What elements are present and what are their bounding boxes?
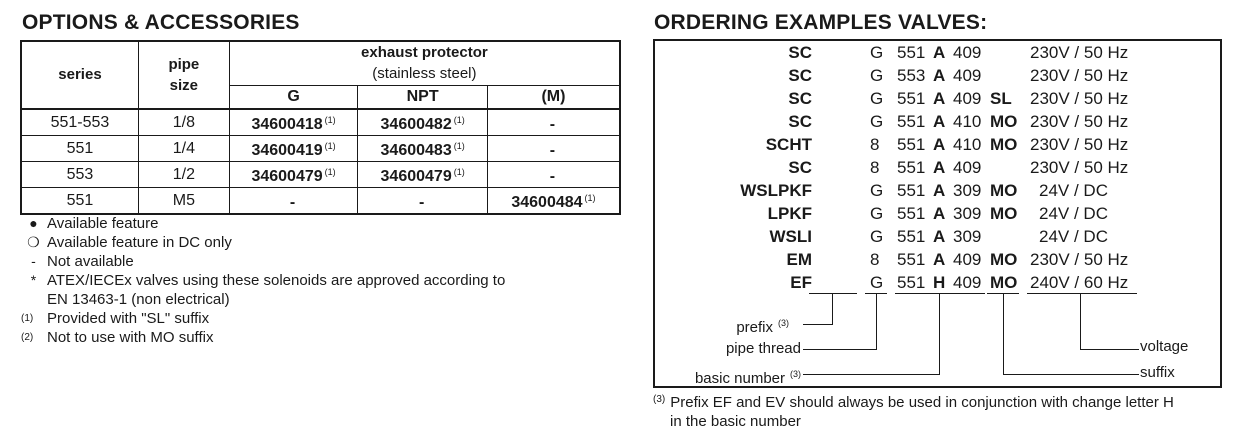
example-basic: 553: [897, 66, 926, 85]
example-prefix: WSLI: [769, 227, 812, 246]
cell-g-value: 34600479: [251, 168, 323, 185]
suffix-leader: [1003, 293, 1004, 374]
label-voltage: voltage: [1140, 338, 1189, 355]
legend-text: Provided with "SL" suffix: [47, 310, 210, 327]
filled-circle-icon: ●: [29, 215, 38, 231]
example-row: [655, 87, 1220, 110]
example-voltage: 24V / DC: [1039, 227, 1108, 246]
footnote-ref: (3): [778, 318, 789, 328]
example-prefix: SC: [788, 66, 812, 85]
example-basic2: 409: [953, 43, 982, 62]
footnote-line: [653, 390, 1174, 412]
cell-m-value: -: [549, 116, 556, 133]
label-prefix: [736, 314, 789, 337]
example-basic2: 410: [953, 112, 982, 131]
prefix-leader-h: [803, 324, 833, 325]
footnote-ref: (3): [790, 369, 801, 379]
example-basic: 551: [897, 250, 926, 269]
example-basic: 551: [897, 43, 926, 62]
cell-m-value: 34600484: [511, 194, 583, 211]
example-row: [655, 225, 1220, 248]
example-prefix: SCHT: [765, 135, 812, 154]
example-basic2: 409: [953, 250, 982, 269]
cell-pipe: 1/8: [138, 109, 229, 136]
header-pipe-size: pipe size: [138, 41, 229, 109]
label-prefix-text: prefix: [736, 319, 773, 336]
example-basic2: 409: [953, 89, 982, 108]
cell-npt: [358, 162, 488, 188]
example-suffix: MO: [990, 273, 1018, 292]
thread-leader: [876, 293, 877, 349]
legend-text: Not available: [47, 253, 134, 270]
example-basic: 551: [897, 227, 926, 246]
example-suffix: MO: [990, 181, 1018, 200]
cell-npt: [358, 136, 488, 162]
table-row: [21, 162, 620, 188]
example-thread: 8: [870, 158, 880, 177]
example-row: [655, 110, 1220, 133]
example-voltage: 230V / 50 Hz: [1030, 66, 1129, 85]
cell-npt-value: -: [418, 194, 425, 211]
header-exhaust-protector: [229, 41, 620, 85]
example-thread: G: [870, 273, 884, 292]
label-pipe-thread: pipe thread: [725, 340, 801, 357]
ordering-footnote: [653, 390, 1174, 431]
example-letter: H: [933, 273, 946, 292]
legend-text: Available feature: [47, 215, 159, 232]
cell-npt: [358, 109, 488, 136]
legend-item: [20, 214, 505, 233]
label-basic-number-text: basic number: [694, 370, 785, 387]
cell-npt: [358, 188, 488, 215]
example-basic: 551: [897, 89, 926, 108]
exhaust-protector-label: exhaust protector: [361, 44, 488, 62]
example-thread: G: [870, 66, 884, 85]
example-letter: A: [933, 158, 946, 177]
cell-g: [229, 136, 358, 162]
cell-npt-value: 34600483: [380, 142, 452, 159]
prefix-leader: [832, 293, 833, 324]
cell-g-value: 34600418: [251, 116, 323, 133]
table-row: [21, 109, 620, 136]
cell-series: 551: [21, 188, 138, 215]
example-letter: A: [933, 181, 946, 200]
example-basic2: 309: [953, 227, 982, 246]
footnote-ref: (1): [584, 193, 596, 203]
example-row: [655, 271, 1220, 294]
example-suffix: MO: [990, 135, 1018, 154]
cell-m: [487, 136, 620, 162]
voltage-leader-h: [1080, 349, 1139, 350]
asterisk-symbol: *: [30, 272, 37, 288]
example-row: [655, 64, 1220, 87]
example-voltage: 24V / DC: [1039, 181, 1108, 200]
footnote-2-symbol: (2): [21, 332, 34, 343]
cell-pipe: M5: [138, 188, 229, 215]
example-thread: G: [870, 204, 884, 223]
footnote-ref: (1): [324, 167, 336, 177]
example-row: [655, 41, 1220, 64]
example-basic2: 409: [953, 158, 982, 177]
exhaust-protector-material: (stainless steel): [372, 65, 477, 83]
header-series: series: [21, 41, 138, 109]
example-voltage: 230V / 50 Hz: [1030, 158, 1129, 177]
suffix-leader-h: [1003, 374, 1139, 375]
voltage-leader: [1080, 293, 1081, 349]
example-letter: A: [933, 135, 946, 154]
cell-series: 553: [21, 162, 138, 188]
table-row: [21, 136, 620, 162]
options-table: [20, 40, 621, 215]
legend-text: Available feature in DC only: [47, 234, 232, 251]
example-letter: A: [933, 43, 946, 62]
cell-m: [487, 188, 620, 215]
options-title: OPTIONS & ACCESSORIES: [22, 11, 300, 34]
example-row: [655, 156, 1220, 179]
legend-item: [20, 328, 505, 347]
example-thread: G: [870, 89, 884, 108]
cell-npt-value: 34600479: [380, 168, 452, 185]
example-basic: 551: [897, 273, 926, 292]
cell-m: [487, 109, 620, 136]
example-row: [655, 248, 1220, 271]
example-thread: 8: [870, 250, 880, 269]
example-voltage: 230V / 50 Hz: [1030, 89, 1129, 108]
example-thread: G: [870, 43, 884, 62]
table-row: [21, 188, 620, 215]
label-basic-number: [695, 365, 801, 388]
footnote-ref: (1): [453, 167, 465, 177]
cell-g: [229, 162, 358, 188]
legend: [20, 214, 505, 347]
legend-item: [20, 309, 505, 328]
example-thread: G: [870, 227, 884, 246]
example-prefix: EM: [786, 250, 812, 269]
example-voltage: 230V / 50 Hz: [1030, 112, 1129, 131]
header-g: G: [229, 85, 358, 109]
example-letter: A: [933, 89, 946, 108]
example-suffix: SL: [990, 89, 1012, 108]
legend-text: ATEX/IECEx valves using these solenoids are approved according to: [47, 272, 506, 289]
cell-g-value: 34600419: [251, 142, 323, 159]
example-basic: 551: [897, 181, 926, 200]
example-basic2: 409: [953, 66, 982, 85]
cell-g-value: -: [289, 194, 296, 211]
example-suffix: MO: [990, 112, 1018, 131]
legend-text: EN 13463-1 (non electrical): [47, 291, 230, 308]
prefix-underline: [809, 293, 857, 294]
example-suffix: MO: [990, 250, 1018, 269]
legend-item: [20, 290, 505, 309]
example-basic: 551: [897, 158, 926, 177]
example-prefix: SC: [788, 158, 812, 177]
example-letter: A: [933, 112, 946, 131]
example-prefix: EF: [790, 273, 812, 292]
cell-m: [487, 162, 620, 188]
empty-symbol: [20, 290, 47, 309]
example-voltage: 230V / 50 Hz: [1030, 43, 1129, 62]
example-basic: 551: [897, 112, 926, 131]
cell-pipe: 1/2: [138, 162, 229, 188]
example-voltage: 230V / 50 Hz: [1030, 135, 1129, 154]
example-prefix: LPKF: [767, 204, 812, 223]
cell-g: [229, 109, 358, 136]
example-letter: A: [933, 227, 946, 246]
example-basic: 551: [897, 204, 926, 223]
example-voltage: 240V / 60 Hz: [1030, 273, 1129, 292]
example-row: [655, 179, 1220, 202]
footnote-1-symbol: (1): [21, 313, 34, 324]
cell-series: 551-553: [21, 109, 138, 136]
open-circle-icon: ❍: [27, 234, 40, 250]
footnote-ref: (1): [453, 115, 465, 125]
cell-npt-value: 34600482: [380, 116, 452, 133]
basic-number-underline: [895, 293, 985, 294]
cell-m-value: -: [549, 142, 556, 159]
legend-item: [20, 233, 505, 252]
basic-number-leader-h: [803, 374, 940, 375]
legend-item: [20, 252, 505, 271]
legend-text: Not to use with MO suffix: [47, 329, 214, 346]
example-voltage: 24V / DC: [1039, 204, 1108, 223]
header-npt: NPT: [358, 85, 488, 109]
example-thread: G: [870, 112, 884, 131]
cell-series: 551: [21, 136, 138, 162]
footnote-ref: (1): [453, 141, 465, 151]
example-letter: A: [933, 250, 946, 269]
label-suffix: suffix: [1140, 364, 1175, 381]
example-row: [655, 202, 1220, 225]
footnote-text-cont: in the basic number: [670, 413, 801, 430]
example-basic2: 309: [953, 181, 982, 200]
example-thread: 8: [870, 135, 880, 154]
example-prefix: SC: [788, 89, 812, 108]
example-basic2: 410: [953, 135, 982, 154]
example-basic: 551: [897, 135, 926, 154]
footnote-text: Prefix EF and EV should always be used in conjunction with change letter H: [670, 394, 1174, 411]
example-suffix: MO: [990, 204, 1018, 223]
voltage-underline: [1027, 293, 1137, 294]
cell-pipe: 1/4: [138, 136, 229, 162]
example-row: [655, 133, 1220, 156]
thread-leader-h: [803, 349, 877, 350]
example-prefix: WSLPKF: [740, 181, 812, 200]
footnote-ref: (1): [324, 141, 336, 151]
footnote-ref: (1): [324, 115, 336, 125]
dash-symbol: -: [31, 253, 36, 269]
example-prefix: SC: [788, 43, 812, 62]
ordering-examples-box: [653, 39, 1222, 388]
cell-g: [229, 188, 358, 215]
example-prefix: SC: [788, 112, 812, 131]
example-basic2: 309: [953, 204, 982, 223]
example-thread: G: [870, 181, 884, 200]
example-letter: A: [933, 204, 946, 223]
example-basic2: 409: [953, 273, 982, 292]
legend-item: [20, 271, 505, 290]
footnote-marker: (3): [653, 394, 666, 405]
example-letter: A: [933, 66, 946, 85]
ordering-title: ORDERING EXAMPLES VALVES:: [654, 11, 988, 34]
basic-number-leader: [939, 293, 940, 374]
header-m: (M): [487, 85, 620, 109]
example-voltage: 230V / 50 Hz: [1030, 250, 1129, 269]
cell-m-value: -: [549, 168, 556, 185]
